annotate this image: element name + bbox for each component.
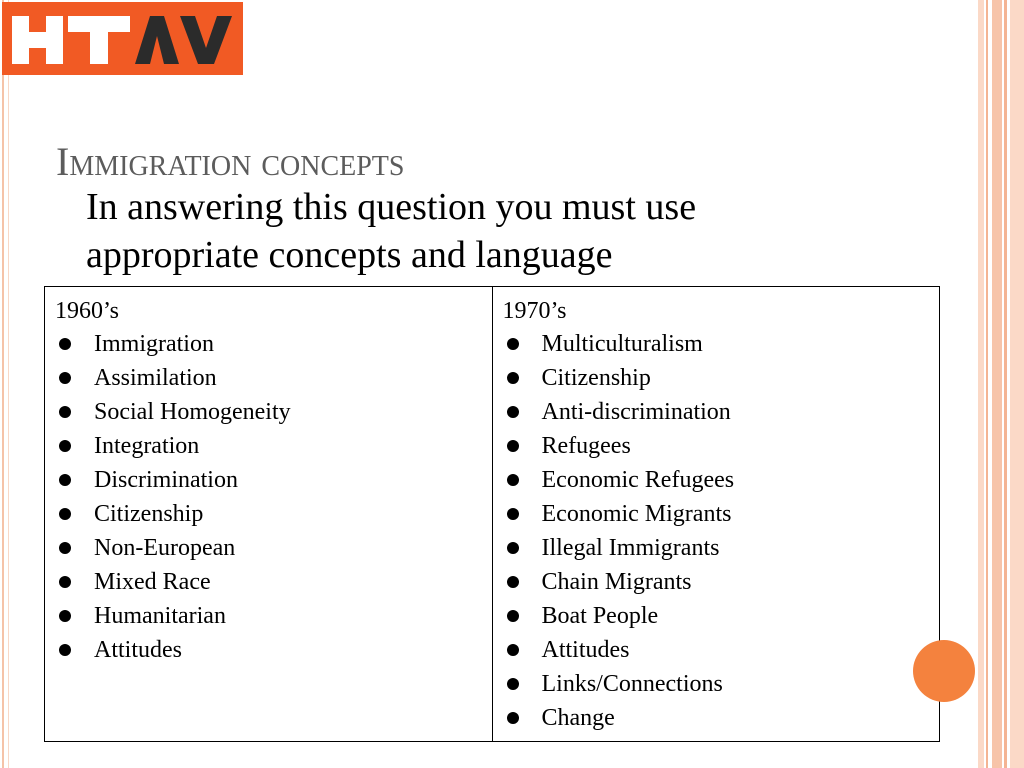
concepts-table — [44, 286, 940, 742]
bullet-icon — [507, 610, 519, 622]
list-item: Immigration — [55, 327, 492, 361]
page-title: Immigration concepts — [56, 139, 405, 184]
bullet-icon — [507, 440, 519, 452]
bullet-icon — [507, 508, 519, 520]
list-item: Economic Migrants — [503, 497, 940, 531]
bullet-icon — [507, 542, 519, 554]
right-stripe — [1010, 0, 1024, 768]
list-item: Non-European — [55, 531, 492, 565]
column-heading: 1960’s — [55, 298, 120, 324]
instruction-text — [86, 183, 886, 279]
bullet-icon — [59, 474, 71, 486]
column-1960s — [45, 287, 493, 742]
bullet-icon — [507, 474, 519, 486]
list-item: Anti-discrimination — [503, 395, 940, 429]
bullet-icon — [507, 576, 519, 588]
list-item: Assimilation — [55, 361, 492, 395]
bullet-icon — [507, 644, 519, 656]
bullet-icon — [59, 576, 71, 588]
right-stripe — [992, 0, 1002, 768]
bullet-icon — [507, 372, 519, 384]
list-item: Chain Migrants — [503, 565, 940, 599]
bullet-icon — [59, 406, 71, 418]
bullet-icon — [59, 508, 71, 520]
list-item: Mixed Race — [55, 565, 492, 599]
column-1970s — [492, 287, 940, 742]
bullet-icon — [59, 440, 71, 452]
instruction-line: In answering this question you must use — [86, 186, 697, 228]
list-item: Citizenship — [55, 497, 492, 531]
htav-logo — [2, 2, 243, 75]
list-item: Integration — [55, 429, 492, 463]
list-item: Refugees — [503, 429, 940, 463]
list-item: Change — [503, 701, 940, 735]
bullet-icon — [507, 406, 519, 418]
list-item: Attitudes — [55, 633, 492, 667]
instruction-line: appropriate concepts and language — [86, 234, 613, 276]
list-item: Economic Refugees — [503, 463, 940, 497]
bullet-icon — [59, 372, 71, 384]
bullet-icon — [507, 678, 519, 690]
list-item: Humanitarian — [55, 599, 492, 633]
right-stripe — [978, 0, 984, 768]
bullet-icon — [507, 338, 519, 350]
concept-list-1960s — [55, 327, 492, 667]
list-item: Discrimination — [55, 463, 492, 497]
left-border-line — [2, 0, 4, 768]
list-item: Citizenship — [503, 361, 940, 395]
decorative-circle — [913, 640, 975, 702]
bullet-icon — [59, 644, 71, 656]
bullet-icon — [59, 610, 71, 622]
list-item: Illegal Immigrants — [503, 531, 940, 565]
list-item: Links/Connections — [503, 667, 940, 701]
left-border-line-inner — [8, 0, 9, 768]
right-stripe — [986, 0, 988, 768]
concept-list-1970s — [503, 327, 940, 735]
list-item: Boat People — [503, 599, 940, 633]
list-item: Multiculturalism — [503, 327, 940, 361]
bullet-icon — [59, 542, 71, 554]
list-item: Social Homogeneity — [55, 395, 492, 429]
bullet-icon — [507, 712, 519, 724]
list-item: Attitudes — [503, 633, 940, 667]
column-heading: 1970’s — [502, 298, 567, 324]
right-stripe — [1004, 0, 1007, 768]
bullet-icon — [59, 338, 71, 350]
